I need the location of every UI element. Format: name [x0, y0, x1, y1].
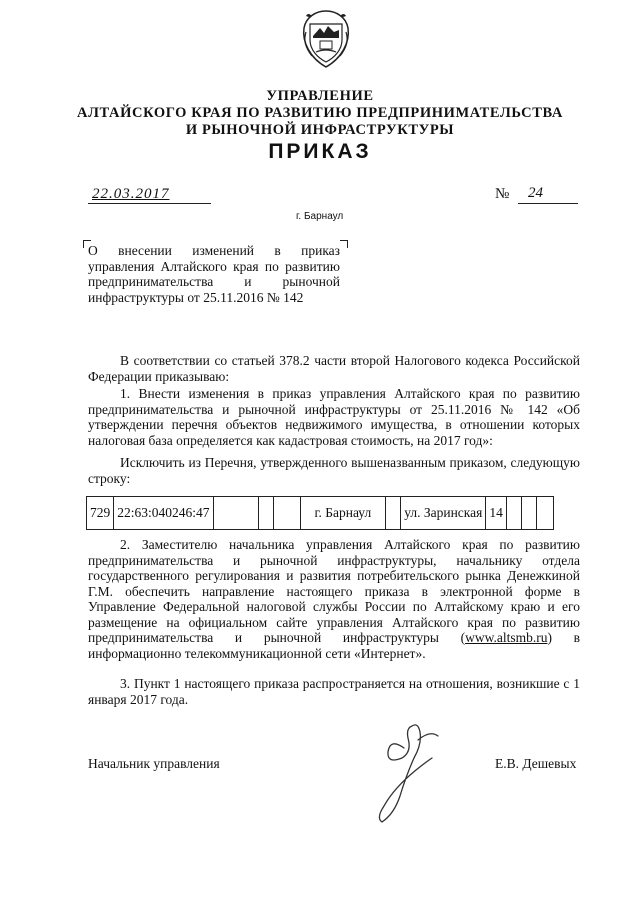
coat-of-arms-icon [298, 8, 354, 70]
website-link[interactable]: www.altsmb.ru [465, 630, 548, 645]
org-name-line-2: АЛТАЙСКОГО КРАЯ ПО РАЗВИТИЮ ПРЕДПРИНИМАТЕЛЬСТВА [77, 105, 563, 121]
table-cell [536, 497, 553, 530]
table-row [87, 497, 554, 530]
table-cell: г. Барнаул [300, 497, 386, 530]
paragraph-basis: В соответствии со статьей 378.2 части второй Налогового кодекса Российской Федерации приказываю: [88, 353, 580, 384]
org-name-line-1: УПРАВЛЕНИЕ [266, 88, 374, 104]
signatory-position: Начальник управления [88, 756, 220, 771]
table-cell [213, 497, 258, 530]
paragraph-item-2-text-end: ) в информационно телекоммуникационной сети «Интернет». [88, 630, 580, 661]
document-type: ПРИКАЗ [268, 140, 372, 163]
paragraph-item-1: 1. Внести изменения в приказ управления Алтайского края по развитию предпринимательства и рыночной инфраструктуры от 25.11.2016 № 142 «Об утверждении перечня объектов недвижимого имущества, в отношении которых налоговая база определяется как кадастровая стоимость, на 2017 год»: [88, 386, 580, 448]
table-cell: 22:63:040246:47 [114, 497, 213, 530]
table-cell: ул. Заринская [401, 497, 486, 530]
number-sign: № [495, 186, 510, 202]
number-underline [518, 203, 578, 204]
table-cell: 729 [87, 497, 114, 530]
subject-bracket-right [340, 240, 348, 248]
signatory-name: Е.В. Дешевых [495, 756, 577, 771]
paragraph-item-3: 3. Пункт 1 настоящего приказа распространяется на отношения, возникшие с 1 января 2017 года. [88, 676, 580, 707]
paragraph-exclude: Исключить из Перечня, утвержденного вышеназванным приказом, следующую строку: [88, 455, 580, 486]
org-name-line-3: И РЫНОЧНОЙ ИНФРАСТРУКТУРЫ [185, 122, 455, 138]
table-cell [258, 497, 273, 530]
excluded-row-table [86, 496, 554, 530]
order-number: 24 [528, 185, 543, 201]
paragraph-item-2 [88, 537, 580, 661]
table-cell [386, 497, 401, 530]
table-cell [506, 497, 521, 530]
city: г. Барнаул [296, 211, 344, 222]
table-cell: 14 [486, 497, 507, 530]
table-cell [273, 497, 300, 530]
table-cell [521, 497, 536, 530]
paragraph-item-2-text: 2. Заместителю начальника управления Алтайского края по развитию предпринимательства и рыночной инфраструктуры, начальнику отдела государственного регулирования и развития потребительского рынка Денежкиной Г.М. обеспечить направление настоящего приказа в электронной форме в Управление Федеральной налоговой службы России по Алтайскому краю и его размещение на официальном сайте управления Алтайского края по развитию предпринимательства и рыночной инфраструктуры ( [88, 537, 580, 645]
handwritten-signature [360, 718, 455, 828]
order-date: 22.03.2017 [92, 186, 170, 202]
date-underline [88, 203, 211, 204]
order-subject: О внесении изменений в приказ управления Алтайского края по развитию предпринимательства и рыночной инфраструктуры от 25.11.2016 № 142 [88, 243, 340, 305]
